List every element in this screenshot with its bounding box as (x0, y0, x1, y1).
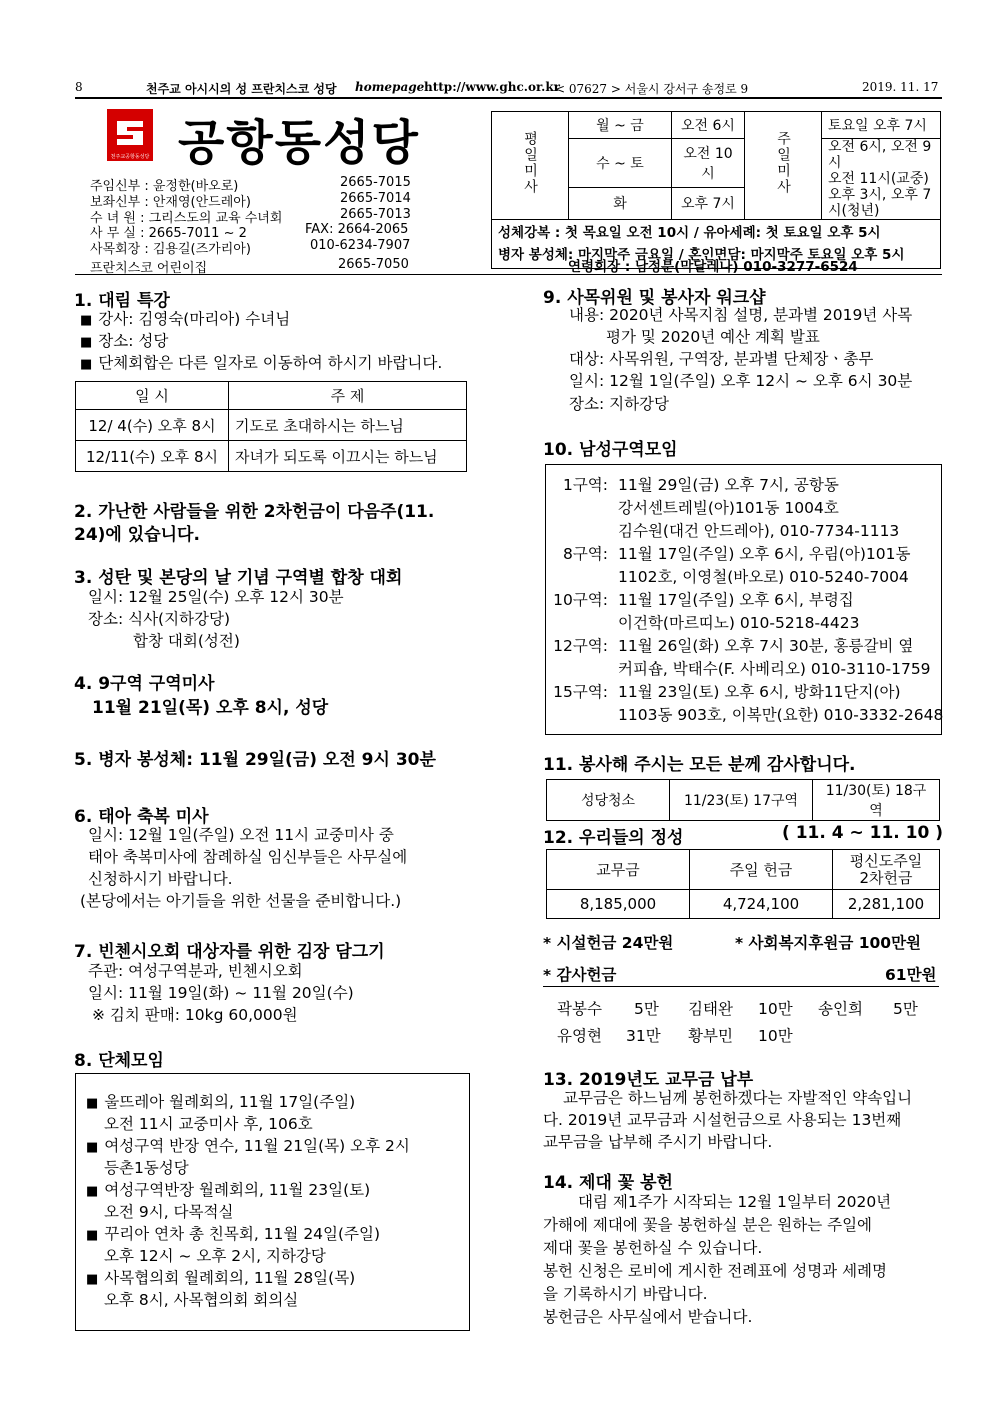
mass-day: 화 (569, 187, 672, 219)
homepage-link[interactable]: http://www.ghc.or.kr (424, 80, 560, 94)
table-header: 주일 헌금 (690, 850, 833, 890)
meeting-detail: 오후 8시, 사목협의회 회의실 (104, 1291, 299, 1309)
zone-label: 12구역: (553, 637, 608, 655)
table-cell: 기도로 초대하시는 하느님 (229, 410, 467, 441)
s7-line: 일시: 11월 19일(화) ~ 11월 20일(수) (88, 984, 354, 1002)
s13-line: 다. 2019년 교무금과 시설헌금으로 사용되는 13번째 (543, 1111, 902, 1129)
section-4-title: 4. 9구역 구역미사 (74, 674, 215, 694)
s13-line: 교무금은 하느님께 봉헌하겠다는 자발적인 약속입니 (563, 1089, 913, 1107)
s1-item: ■ 강사: 김영숙(마리아) 수녀님 (80, 308, 290, 333)
table-cell: 성당청소 (547, 780, 670, 821)
meeting-detail: 등촌1동성당 (104, 1159, 189, 1177)
table-cell: 8,185,000 (547, 890, 690, 919)
zone-detail: 1102호, 이영철(바오로) 010-5240-7004 (618, 568, 909, 586)
s14-line: 가해에 제대에 꽃을 봉헌하실 분은 원하는 주일에 (543, 1216, 873, 1234)
table-cell: 11/30(토) 18구역 (813, 780, 940, 821)
sunday-mass-label: 주일미사 (745, 112, 822, 220)
zone-detail: 11월 26일(화) 오후 7시 30분, 홍릉갈비 옆 (618, 637, 914, 655)
table-cell: 12/ 4(수) 오후 8시 (76, 410, 229, 441)
s11-cleaning-table (546, 779, 940, 821)
s9-line: 내용: 2020년 사목지침 설명, 분과별 2019년 사목 (569, 306, 913, 324)
table-cell: 2,281,100 (833, 890, 940, 919)
mass-time: 오전 6시 (672, 112, 745, 139)
section-1-title: 1. 대림 특강 (74, 291, 170, 311)
s14-line: 봉헌 신청은 로비에 게시한 전례표에 성명과 세례명 (543, 1262, 887, 1280)
section-12-title: 12. 우리들의 정성 (543, 828, 684, 848)
meeting-detail: 오전 9시, 다목적실 (104, 1203, 234, 1221)
staff-row: 주임신부 : 윤정한(바오로) 2665-7015 (90, 175, 411, 194)
donor-name: 황부민 (688, 1027, 733, 1045)
meeting-item: ■ 사목협의회 월례회의, 11월 28일(목) (86, 1267, 355, 1292)
address: < 07627 > 서울시 강서구 송정로 9 (555, 82, 749, 96)
s6-line: 일시: 12월 1일(주일) 오전 11시 교중미사 중 (88, 826, 394, 844)
meeting-detail: 오후 12시 ~ 오후 2시, 지하강당 (104, 1247, 326, 1265)
zone-label: 8구역: (562, 545, 608, 563)
zone-detail: 커피숍, 박태수(F. 사베리오) 010-3110-1759 (618, 660, 931, 678)
s12-offering-table (546, 849, 940, 919)
thanks-offering-total: 61만원 (885, 966, 937, 984)
section-14-title: 14. 제대 꽃 봉헌 (543, 1173, 673, 1193)
section-13-title: 13. 2019년도 교무금 납부 (543, 1070, 754, 1090)
s6-line: (본당에서는 아기들을 위한 선물을 준비합니다.) (80, 892, 402, 910)
page-number: 8 (75, 80, 83, 94)
parish-full-name: 천주교 아시시의 성 프란치스코 성당 (146, 82, 337, 96)
table-header: 일 시 (76, 382, 229, 410)
meeting-item: ■ 여성구역 반장 연수, 11월 21일(목) 오후 2시 (86, 1135, 410, 1160)
s9-line: 일시: 12월 1일(주일) 오후 12시 ~ 오후 6시 30분 (569, 372, 913, 390)
donor-amount: 10만 (758, 1027, 793, 1045)
thanks-underline (543, 986, 939, 987)
s12-period: ( 11. 4 ~ 11. 10 ) (782, 823, 944, 843)
zone-detail: 이건학(마르띠노) 010-5218-4423 (618, 614, 860, 632)
s7-line: ※ 김치 판매: 10kg 60,000원 (92, 1006, 298, 1024)
s3-line: 장소: 식사(지하강당) (88, 610, 231, 628)
s14-line: 을 기록하시기 바랍니다. (543, 1285, 708, 1303)
donor-name: 송인희 (818, 1000, 863, 1018)
table-header: 평신도주일 2차헌금 (833, 850, 940, 890)
section-10-title: 10. 남성구역모임 (543, 440, 678, 460)
s3-line: 일시: 12월 25일(수) 오후 12시 30분 (88, 588, 344, 606)
section-2-title: 2. 가난한 사람들을 위한 2차헌금이 다음주(11. (74, 502, 435, 522)
section-7-title: 7. 빈첸시오회 대상자를 위한 김장 담그기 (74, 942, 385, 962)
weekday-mass-label: 평일미사 (492, 112, 569, 220)
staff-row: 사 무 실 : 2665-7011 ~ 2 FAX: 2664-2065 (90, 222, 409, 241)
s9-line: 대상: 사목위원, 구역장, 분과별 단체장ㆍ총무 (569, 350, 874, 368)
donor-name: 김태완 (688, 1000, 733, 1018)
header-rule (75, 97, 942, 99)
s8-meetings-box (75, 1073, 470, 1331)
parish-title: 공항동성당 (178, 115, 420, 171)
donor-amount: 5만 (634, 1000, 659, 1018)
zone-detail: 1103동 903호, 이복만(요한) 010-3332-2648 (618, 706, 944, 724)
staff-row: 프란치스코 어린이집 2665-7050 (90, 257, 409, 276)
zone-label: 15구역: (553, 683, 608, 701)
section-5-title: 5. 병자 봉성체: 11월 29일(금) 오전 9시 30분 (74, 750, 436, 770)
meeting-item: ■ 울뜨레아 월례회의, 11월 17일(주일) (86, 1091, 355, 1116)
donor-name: 곽봉수 (557, 1000, 602, 1018)
s13-line: 교무금을 납부해 주시기 바랍니다. (543, 1133, 773, 1151)
s14-line: 제대 꽃을 봉헌하실 수 있습니다. (543, 1239, 763, 1257)
facility-offering: * 시설헌금 24만원 (543, 934, 674, 952)
s9-line: 평가 및 2020년 예산 계획 발표 (606, 328, 820, 346)
zone-detail: 강서센트레빌(아)101동 1004호 (618, 499, 839, 517)
s3-line: 합창 대회(성전) (133, 632, 240, 650)
donor-amount: 10만 (758, 1000, 793, 1018)
s4-line: 11월 21일(목) 오후 8시, 성당 (92, 698, 329, 718)
s14-line: 봉헌금은 사무실에서 받습니다. (543, 1308, 753, 1326)
mass-day: 월 ~ 금 (569, 112, 672, 139)
s1-item: ■ 단체회합은 다른 일자로 이동하여 하시기 바랍니다. (80, 352, 442, 377)
s1-item: ■ 장소: 성당 (80, 330, 168, 355)
section-11-title: 11. 봉사해 주시는 모든 분께 감사합니다. (543, 755, 856, 775)
s14-line: 대림 제1주가 시작되는 12월 1일부터 2020년 (578, 1193, 892, 1211)
zone-label: 1구역: (562, 476, 608, 494)
welfare-offering: * 사회복지후원금 100만원 (735, 934, 922, 952)
president-contact: 연령회장 : 남정분(막달레나) 010-3277-6524 (568, 259, 858, 275)
sunday-mass-times: 오전 6시, 오전 9시 오전 11시(교중) 오후 3시, 오후 7시(청년) (822, 139, 941, 220)
donor-amount: 31만 (626, 1027, 661, 1045)
mass-schedule-table (491, 111, 941, 269)
meeting-item: ■ 여성구역반장 월례회의, 11월 23일(토) (86, 1179, 370, 1204)
donor-name: 유영현 (557, 1027, 602, 1045)
s9-line: 장소: 지하강당 (569, 395, 669, 413)
zone-detail: 11월 17일(주일) 오후 6시, 부령집 (618, 591, 854, 609)
zone-label: 10구역: (553, 591, 608, 609)
section-9-title: 9. 사목위원 및 봉사자 워크샵 (543, 288, 766, 308)
s6-line: 신청하시기 바랍니다. (88, 870, 233, 888)
table-cell: 자녀가 되도록 이끄시는 하느님 (229, 441, 467, 472)
section-6-title: 6. 태아 축복 미사 (74, 807, 209, 827)
section-3-title: 3. 성탄 및 본당의 날 기념 구역별 합창 대회 (74, 568, 403, 588)
staff-row: 사목회장 : 김용길(즈가리아) 010-6234-7907 (90, 238, 411, 257)
meeting-detail: 오전 11시 교중미사 후, 106호 (104, 1115, 313, 1133)
homepage-label: homepage (355, 80, 425, 94)
table-cell: 4,724,100 (690, 890, 833, 919)
mass-day: 수 ~ 토 (569, 139, 672, 188)
table-cell: 12/11(수) 오후 8시 (76, 441, 229, 472)
mass-notes: 성체강복 : 첫 목요일 오전 10시 / 유아세례: 첫 토요일 오후 5시 병자 봉성체: 마지막주 금요일 / 혼인면담: 마지막주 토요일 오후 5시 (492, 220, 941, 269)
table-header: 주 제 (229, 382, 467, 410)
zone-detail: 김수원(대건 안드레아), 010-7734-1113 (618, 522, 900, 540)
meeting-item: ■ 꾸리아 연차 총 친목회, 11월 24일(주일) (86, 1223, 380, 1248)
zone-detail: 11월 23일(토) 오후 6시, 방화11단지(아) (618, 683, 901, 701)
staff-row: 수 녀 원 : 그리스도의 교육 수녀회 2665-7013 (90, 207, 411, 226)
donor-amount: 5만 (893, 1000, 918, 1018)
sunday-mass-time: 토요일 오후 7시 (822, 112, 941, 139)
s1-schedule-table (75, 381, 467, 472)
s10-groups-box (545, 464, 942, 735)
top-divider (75, 274, 942, 275)
parish-logo (107, 109, 153, 161)
mass-time: 오후 7시 (672, 187, 745, 219)
section-8-title: 8. 단체모임 (74, 1051, 164, 1071)
s7-line: 주관: 여성구역분과, 빈첸시오회 (88, 962, 303, 980)
zone-detail: 11월 17일(주일) 오후 6시, 우림(아)101동 (618, 545, 911, 563)
thanks-offering-label: * 감사헌금 (543, 966, 617, 984)
issue-date: 2019. 11. 17 (862, 80, 939, 94)
staff-row: 보좌신부 : 안재영(안드레아) 2665-7014 (90, 191, 411, 210)
logo-caption: 천주교공항동성당 (110, 154, 150, 160)
mass-time: 오전 10시 (672, 139, 745, 188)
table-header: 교무금 (547, 850, 690, 890)
table-cell: 11/23(토) 17구역 (670, 780, 813, 821)
s6-line: 태아 축복미사에 참례하실 임신부들은 사무실에 (88, 848, 408, 866)
zone-detail: 11월 29일(금) 오후 7시, 공항동 (618, 476, 839, 494)
section-2-title-cont: 24)에 있습니다. (74, 525, 200, 545)
